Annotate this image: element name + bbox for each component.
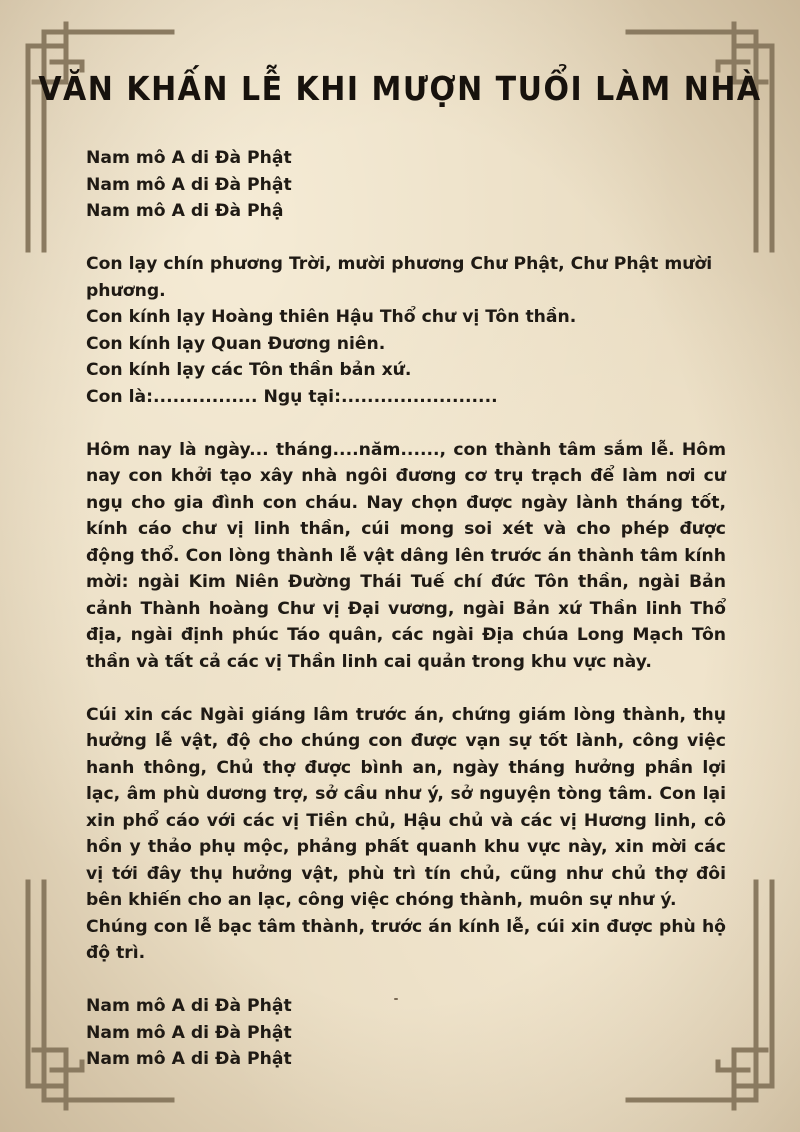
closing-line: Nam mô A di Đà Phật	[86, 996, 292, 1016]
invocation-line: Con lạy chín phương Trời, mười phương Chư Phật, Chư Phật mười phương.	[86, 254, 713, 301]
document-title: VĂN KHẤN LỄ KHI MƯỢN TUỔI LÀM NHÀ	[38, 70, 762, 109]
closing-line: Nam mô A di Đà Phật	[86, 1049, 292, 1069]
opening-line: Nam mô A di Đà Phật	[86, 174, 292, 195]
opening-line: Nam mô A di Đà Phật	[86, 148, 292, 168]
invocation-line: Con kính lạy Quan Đương niên.	[86, 333, 386, 354]
invocation-line: Con kính lạy các Tôn thần bản xứ.	[86, 360, 412, 380]
paragraph-text: Hôm nay là ngày... tháng....năm......, con thành tâm sắm lễ. Hôm nay con khởi tạo xây nhà ngôi đương cơ trụ trạch để làm nơi cư ngụ cho gia đình con cháu. Nay chọn được ngày lành tháng tốt, kính cáo chư vị linh thần, cúi mong soi xét và cho phép được động thổ. Con lòng thành lễ vật dâng lên trước án thành tâm kính mời: ngài Kim Niên Đường Thái Tuế chí đức Tôn thần, ngài Bản cảnh Thành hoàng Chư vị Đại vương, ngài Bản xứ Thần linh Thổ địa, ngài định phúc Táo quân, các ngài Địa chúa Long Mạch Tôn thần và tất cả các vị Thần linh cai quản trong khu vực này.	[86, 439, 726, 672]
closing-line: Nam mô A di Đà Phật	[86, 1022, 292, 1043]
invocation-block	[86, 251, 726, 410]
paragraph-text: Chúng con lễ bạc tâm thành, trước án kính lễ, cúi xin được phù hộ độ trì.	[86, 916, 726, 963]
paragraph-offering	[86, 437, 726, 676]
prayer-text	[86, 145, 726, 1099]
paragraph-text: Cúi xin các Ngài giáng lâm trước án, chứng giám lòng thành, thụ hưởng lễ vật, độ cho chúng con được vạn sự tốt lành, công việc hanh thông, Chủ thợ được bình an, ngày tháng hưởng phần lợi lạc, âm phù dương trợ, sở cầu như ý, sở nguyện tòng tâm. Con lại xin phổ cáo với các vị Tiền chủ, Hậu chủ và các vị Hương linh, cô hồn y thảo phụ mộc, phảng phất quanh khu vực này, xin mời các vị tới đây thụ hưởng vật, phù trì tín chủ, cũng như chủ thợ đôi bên khiến cho an lạc, công việc chóng thành, muôn sự như ý.	[86, 704, 726, 910]
paragraph-petition	[86, 702, 726, 967]
closing-invocation	[86, 993, 726, 1073]
opening-line: Nam mô A di Đà Phậ	[86, 201, 284, 221]
invocation-line: Con kính lạy Hoàng thiên Hậu Thổ chư vị Tôn thần.	[86, 307, 577, 327]
opening-invocation	[86, 145, 726, 225]
name-address-line: Con là:................ Ngụ tại:........................	[86, 386, 498, 407]
